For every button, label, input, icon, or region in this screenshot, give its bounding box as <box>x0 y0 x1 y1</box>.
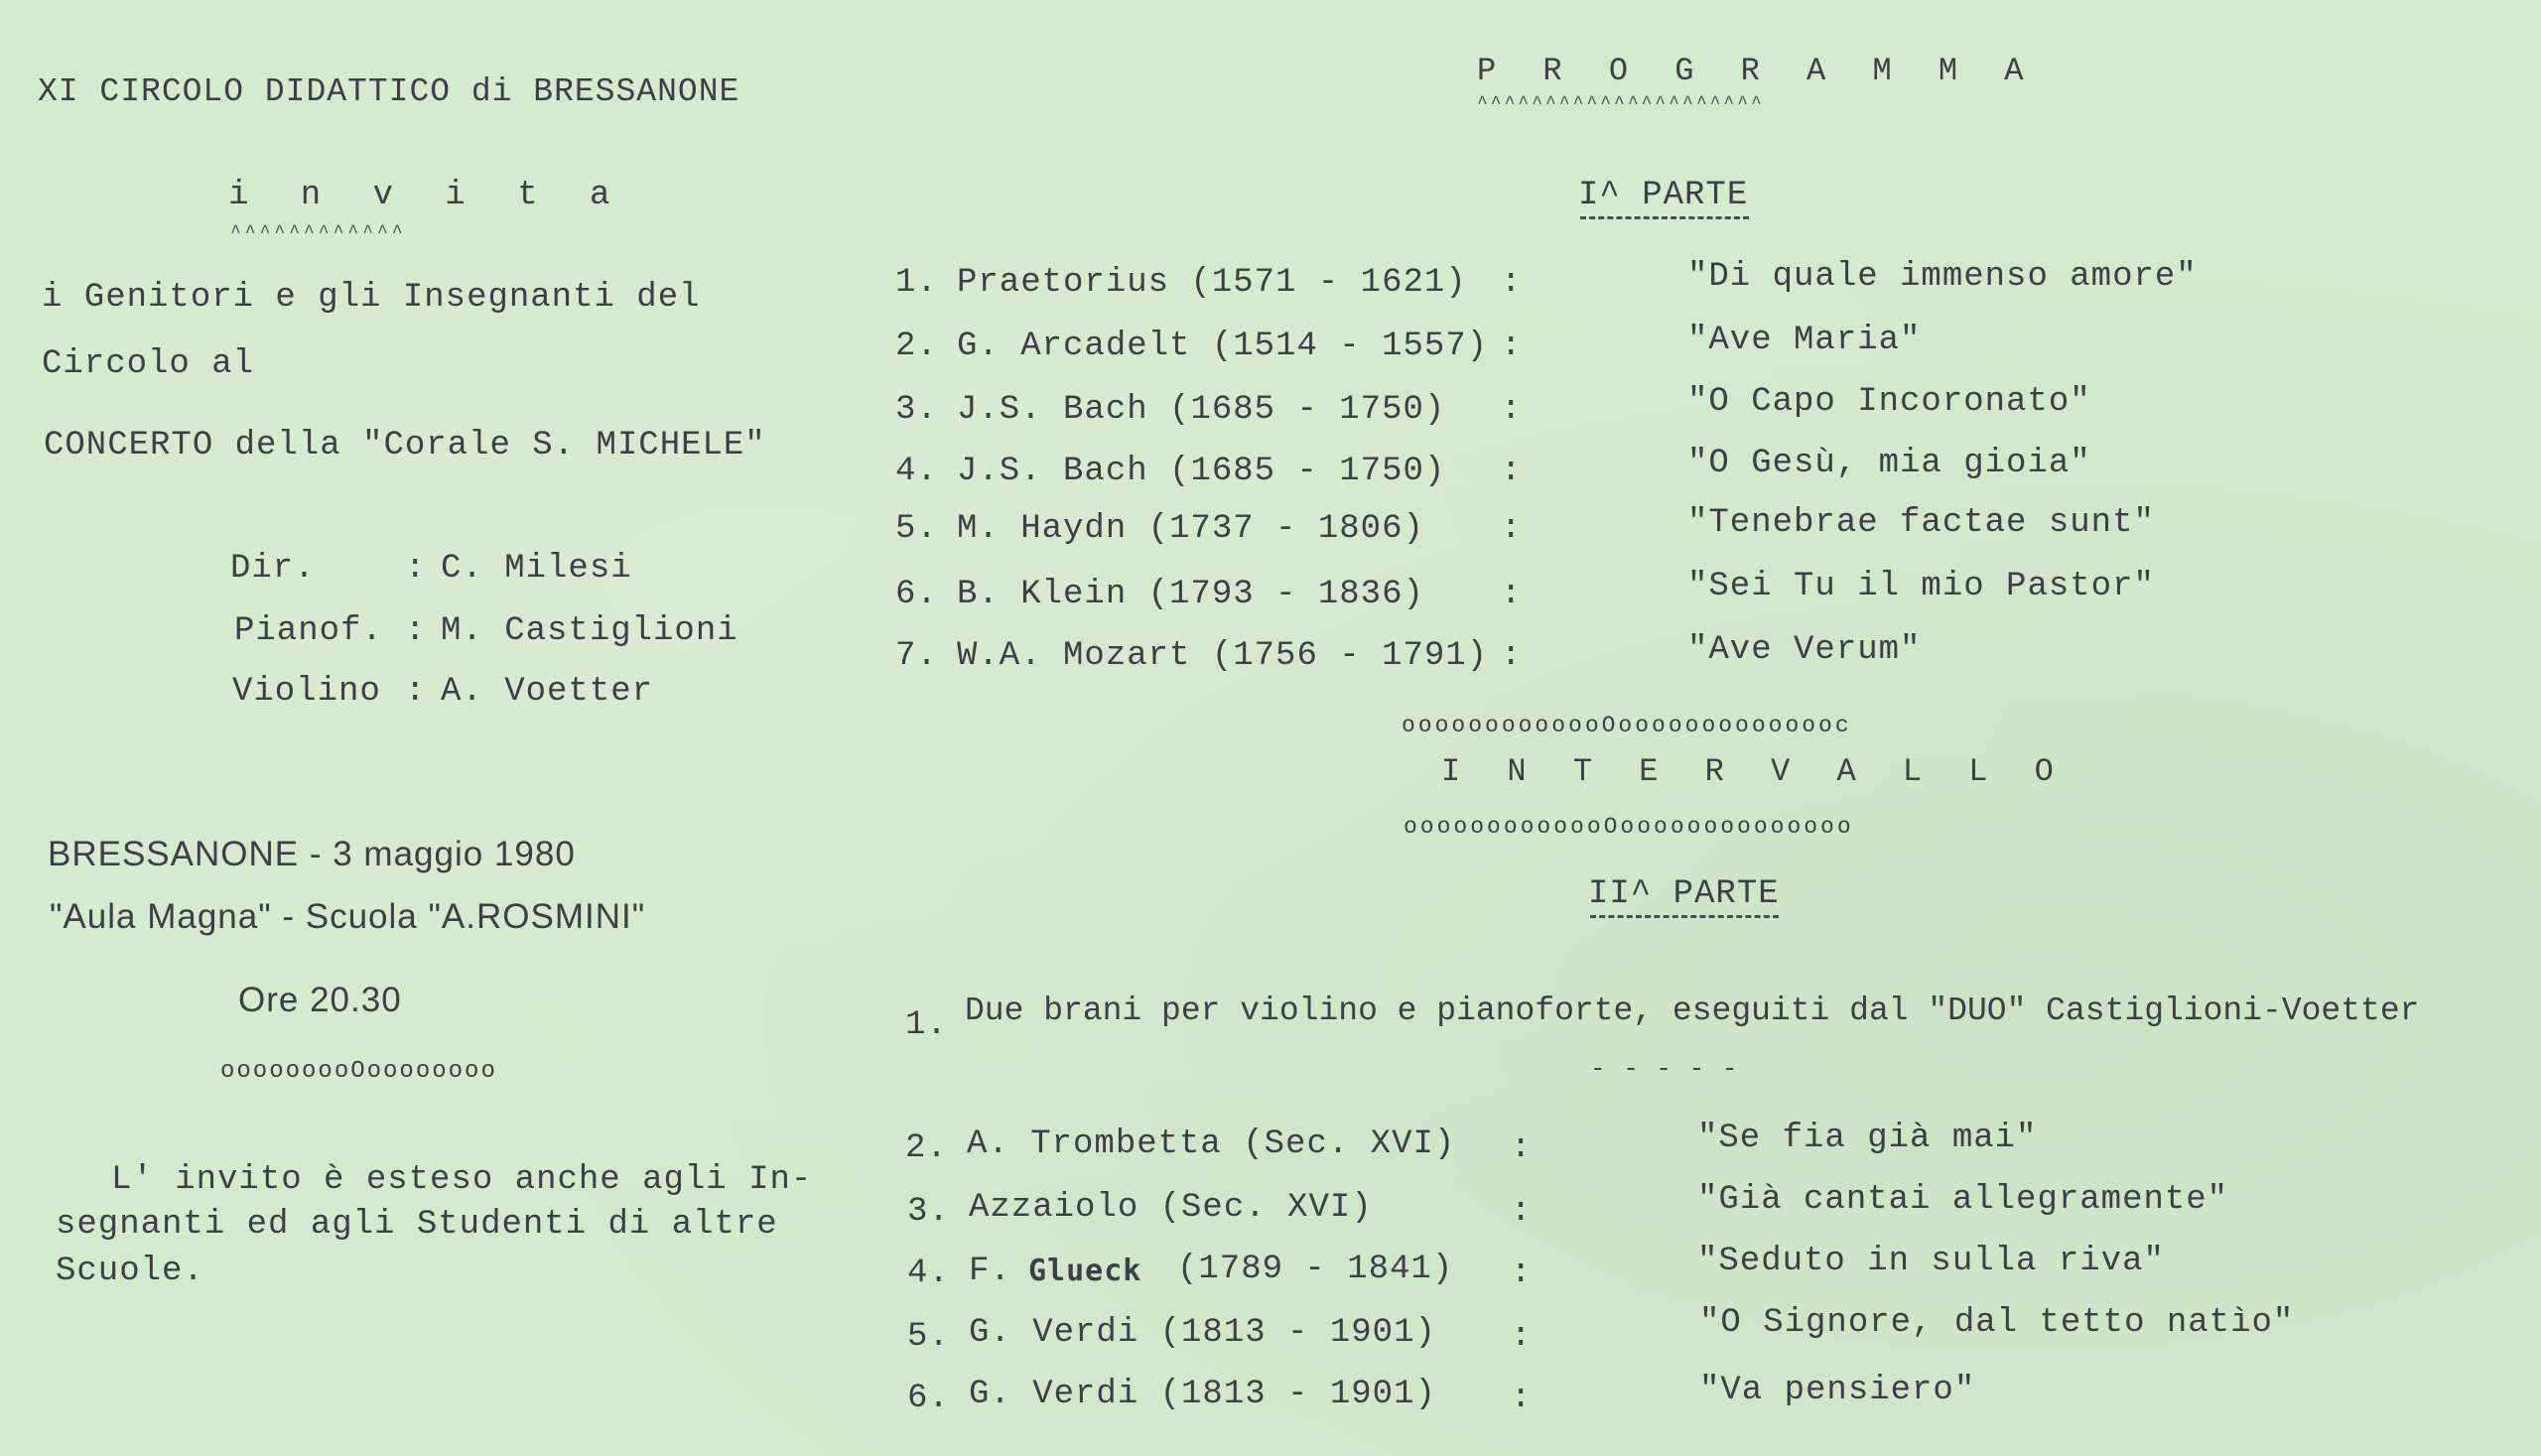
circolo-header: XI CIRCOLO DIDATTICO di BRESSANONE <box>38 73 740 110</box>
event-time: Ore 20.30 <box>238 981 402 1019</box>
part-2-item-1-text: Due brani per violino e pianoforte, eseguiti dal "DUO" Castiglioni-Voetter <box>965 993 2420 1029</box>
list-item-title: "O Gesù, mia gioia" <box>1687 445 2091 482</box>
list-item-title: "Ave Maria" <box>1687 322 1922 359</box>
list-item-sep: : <box>1501 328 1523 365</box>
list-item-composer: J.S. Bach (1685 - 1750) <box>957 391 1446 429</box>
note-line-2: segnanti ed agli Studenti di altre <box>56 1206 778 1244</box>
note-line-3: Scuole. <box>56 1253 204 1290</box>
part-1-underline <box>1580 216 1749 219</box>
part-2-item-1-number: 1. <box>905 1006 948 1044</box>
performer-name: A. Voetter <box>441 673 654 711</box>
place-date: BRESSANONE - 3 maggio 1980 <box>48 835 576 873</box>
list-item-composer: G. Verdi (1813 - 1901) <box>969 1314 1436 1352</box>
divider-bottom: ooooooooooooOoooooooooooooo <box>1404 814 1854 840</box>
performer-sep: : <box>405 612 427 650</box>
list-item-number: 7. <box>895 637 938 675</box>
list-item-title: "O Signore, dal tetto natìo" <box>1699 1304 2295 1342</box>
list-item-composer: W.A. Mozart (1756 - 1791) <box>957 637 1489 675</box>
programma-title: P R O G R A M M A <box>1477 53 2038 89</box>
list-item-title: "Ave Verum" <box>1687 631 1922 669</box>
performer-sep: : <box>405 550 427 588</box>
list-item-number: 1. <box>895 264 938 302</box>
venue: "Aula Magna" - Scuola "A.ROSMINI" <box>50 897 646 936</box>
list-item-number: 2. <box>895 328 938 365</box>
list-item-sep: : <box>1511 1129 1533 1167</box>
list-item-composer-name: Glueck <box>1028 1254 1142 1288</box>
divider-top: ooooooooooooOoooooooooooooc <box>1402 713 1852 738</box>
list-item-composer: Praetorius (1571 - 1621) <box>957 264 1467 302</box>
list-item-sep: : <box>1501 637 1523 675</box>
list-item-number: 3. <box>907 1193 950 1231</box>
intervallo-heading: I N T E R V A L L O <box>1441 753 2068 790</box>
list-item-sep: : <box>1511 1193 1533 1231</box>
list-item-sep: : <box>1511 1255 1533 1292</box>
performer-role: Violino <box>232 673 381 711</box>
performer-sep: : <box>405 673 427 711</box>
list-item-sep: : <box>1501 453 1523 490</box>
part-2-heading: II^ PARTE <box>1588 875 1780 913</box>
list-item-title: "Seduto in sulla riva" <box>1697 1243 2165 1280</box>
invita-underline: ^^^^^^^^^^^^ <box>230 223 407 243</box>
invita-heading: i n v i t a <box>228 177 626 214</box>
list-item-composer: G. Verdi (1813 - 1901) <box>969 1376 1436 1413</box>
note-line-1: L' invito è esteso anche agli In- <box>111 1161 813 1199</box>
list-item-title: "Va pensiero" <box>1699 1372 1976 1409</box>
list-item-composer: G. Arcadelt (1514 - 1557) <box>957 328 1489 365</box>
list-item-composer-dates: (1789 - 1841) <box>1177 1251 1454 1288</box>
list-item-number: 5. <box>895 510 938 548</box>
list-item-composer: M. Haydn (1737 - 1806) <box>957 510 1424 548</box>
programma-underline: ^^^^^^^^^^^^^^^^^^^^^ <box>1477 94 1765 114</box>
list-item-composer: J.S. Bach (1685 - 1750) <box>957 453 1446 490</box>
list-item-number: 4. <box>907 1255 950 1292</box>
part-2-underline <box>1590 915 1779 918</box>
guests-line-2: Circolo al <box>42 345 255 383</box>
performer-role: Pianof. <box>234 612 383 650</box>
part-2-dashes: - - - - - <box>1590 1054 1739 1084</box>
list-item-number: 2. <box>905 1129 948 1167</box>
list-item-sep: : <box>1501 510 1523 548</box>
performer-role: Dir. <box>230 550 316 588</box>
list-item-title: "Sei Tu il mio Pastor" <box>1687 568 2155 605</box>
performer-name: C. Milesi <box>441 550 632 588</box>
list-item-sep: : <box>1501 264 1523 302</box>
list-item-sep: : <box>1511 1380 1533 1417</box>
left-divider: ooooooooOoooooooo <box>220 1058 497 1085</box>
list-item-title: "Già cantai allegramente" <box>1697 1181 2229 1219</box>
list-item-sep: : <box>1501 391 1523 429</box>
list-item-title: "O Capo Incoronato" <box>1687 383 2091 421</box>
list-item-composer: Azzaiolo (Sec. XVI) <box>969 1189 1373 1227</box>
list-item-title: "Di quale immenso amore" <box>1687 258 2198 296</box>
list-item-number: 6. <box>907 1380 950 1417</box>
list-item-number: 5. <box>907 1318 950 1356</box>
part-1-heading: I^ PARTE <box>1578 177 1749 214</box>
concert-title: CONCERTO della "Corale S. MICHELE" <box>44 427 766 464</box>
list-item-sep: : <box>1511 1318 1533 1356</box>
list-item-number: 3. <box>895 391 938 429</box>
list-item-composer-prefix: F. <box>969 1253 1011 1290</box>
list-item-title: "Se fia già mai" <box>1697 1120 2038 1157</box>
list-item-composer: B. Klein (1793 - 1836) <box>957 576 1424 613</box>
list-item-sep: : <box>1501 576 1523 613</box>
list-item-number: 6. <box>895 576 938 613</box>
guests-line-1: i Genitori e gli Insegnanti del <box>42 279 701 317</box>
list-item-composer: A. Trombetta (Sec. XVI) <box>967 1125 1456 1163</box>
performer-name: M. Castiglioni <box>441 612 738 650</box>
list-item-number: 4. <box>895 453 938 490</box>
list-item-title: "Tenebrae factae sunt" <box>1687 504 2155 542</box>
